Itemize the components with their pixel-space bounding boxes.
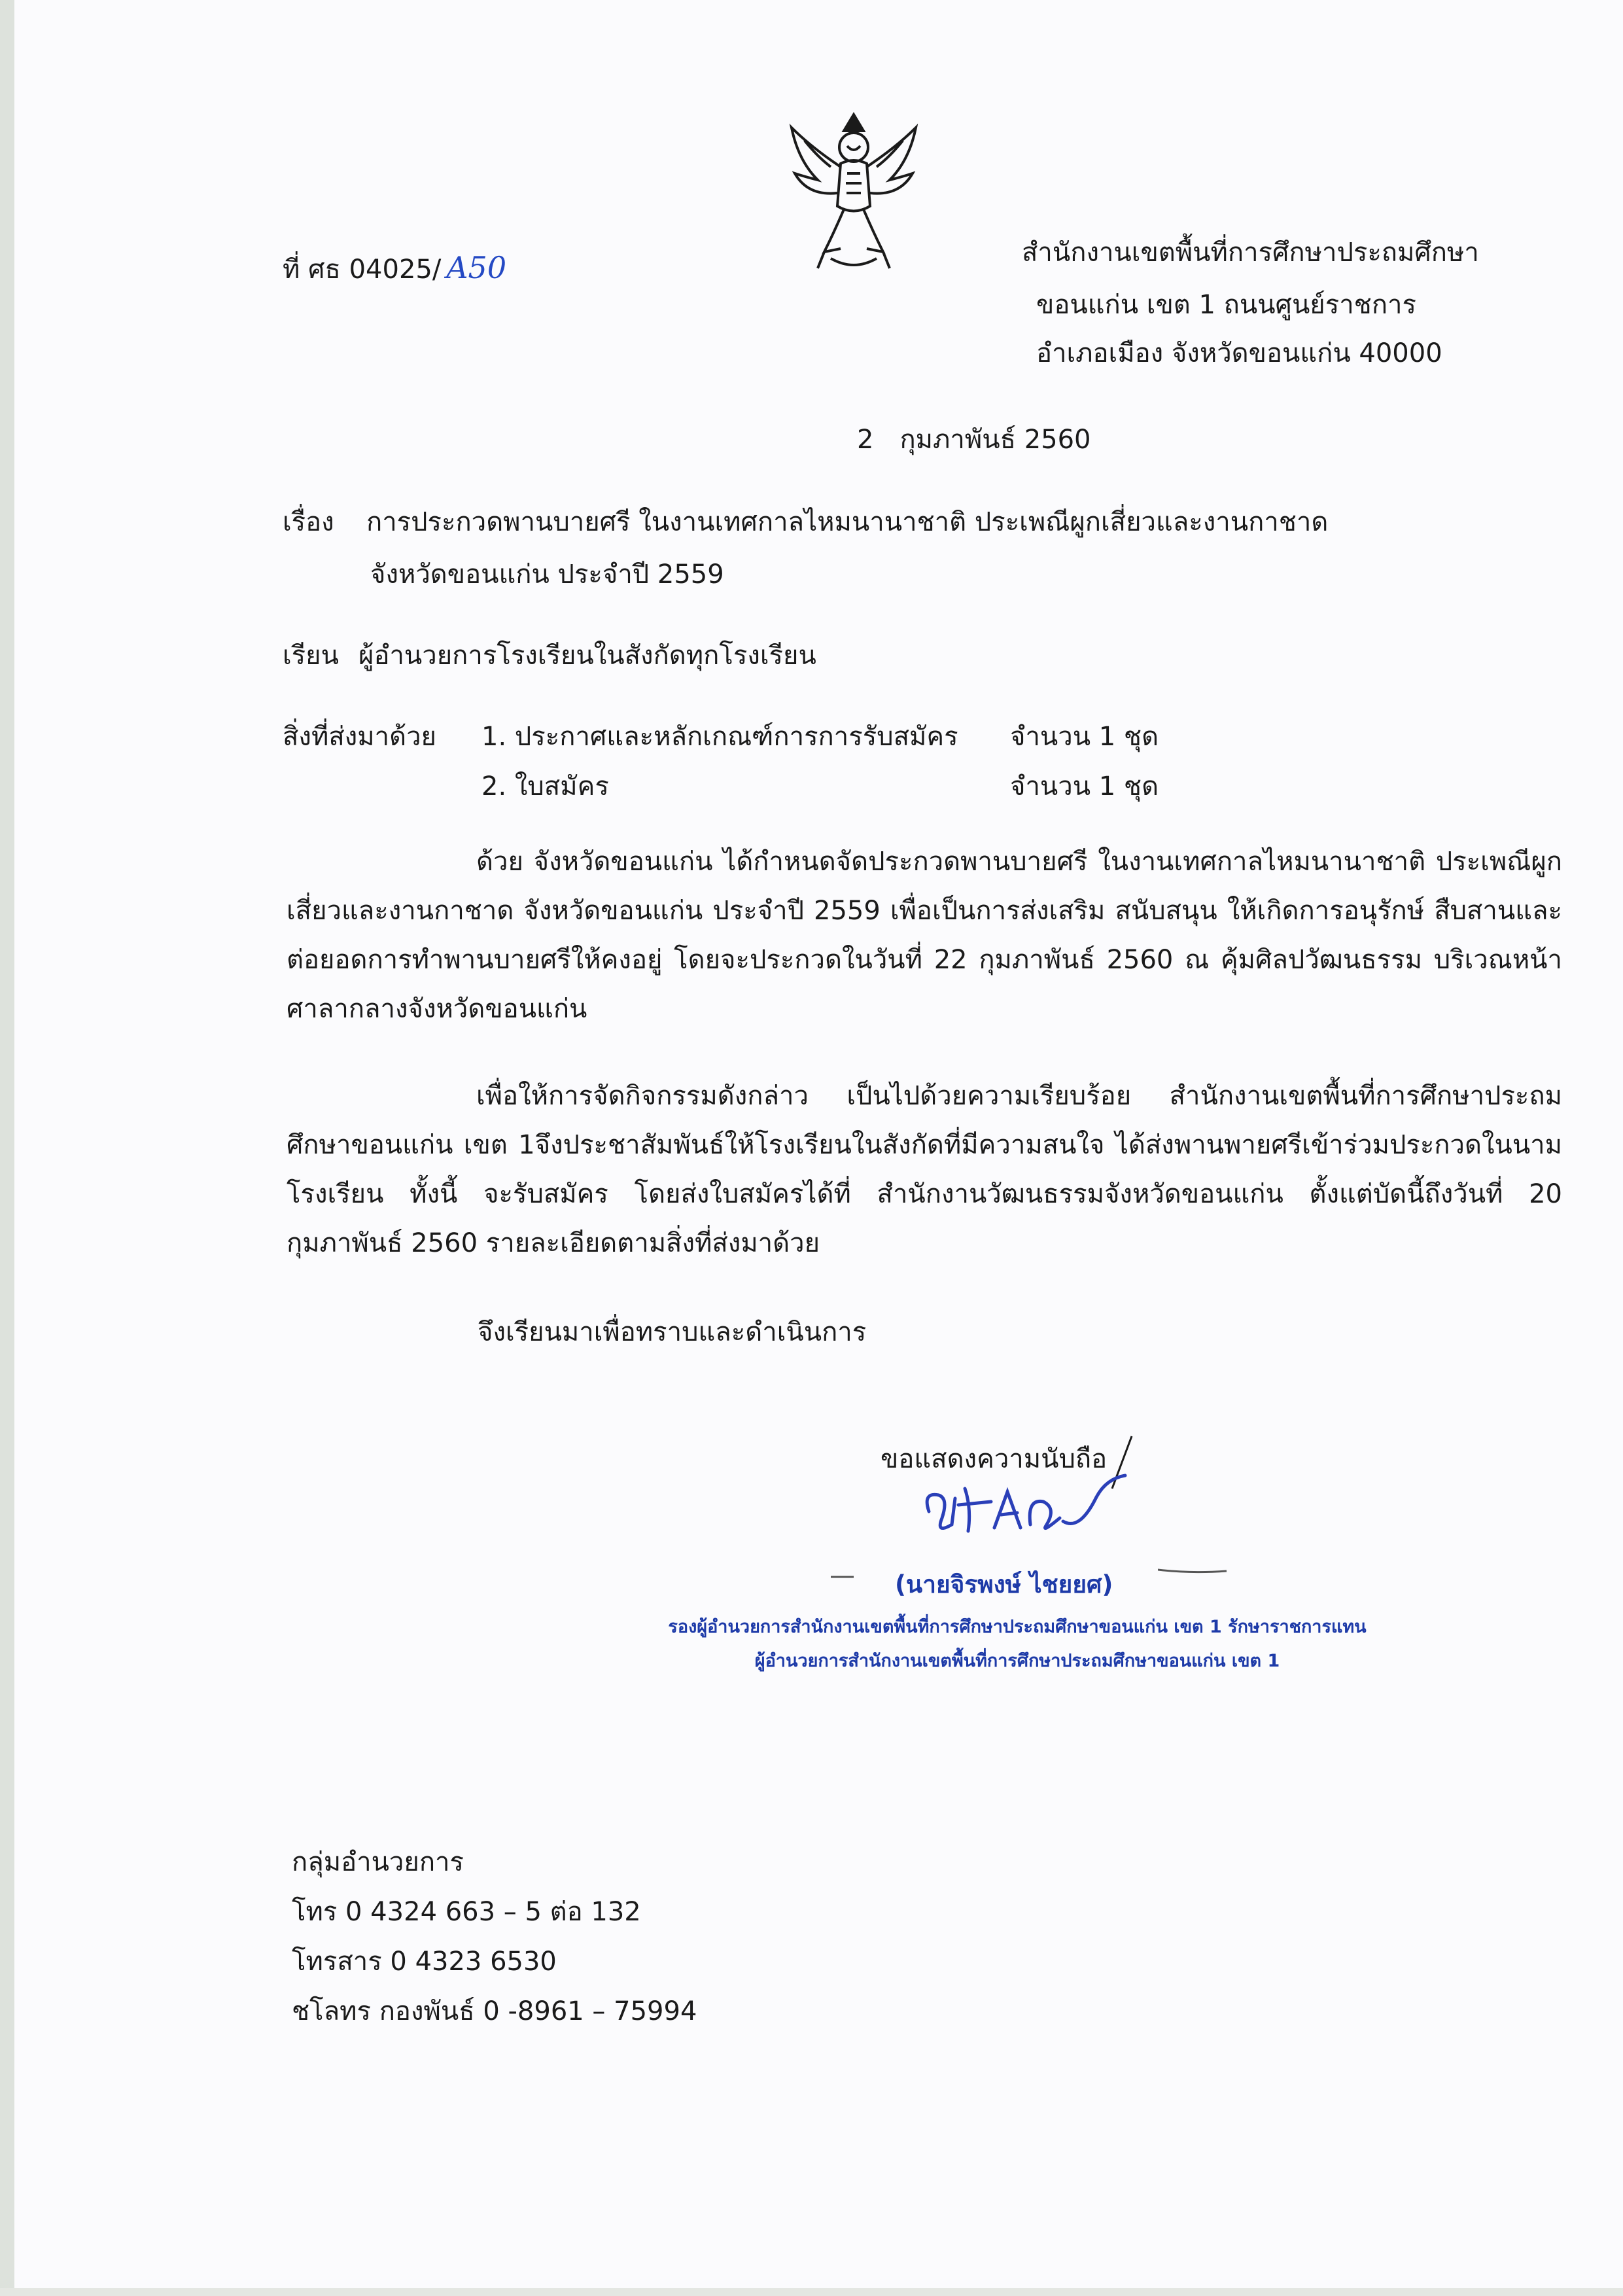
office-address-line-1: สำนักงานเขตพื้นที่การศึกษาประถมศึกษา (1022, 238, 1479, 268)
regards-text: ขอแสดงความนับถือ (881, 1444, 1108, 1474)
signature-dash-left (831, 1574, 857, 1580)
footer-phone: โทร 0 4324 663 – 5 ต่อ 132 (292, 1897, 641, 1927)
subject-label: เรื่อง (283, 507, 334, 537)
date-month-year: กุมภาพันธ์ 2560 (899, 425, 1091, 455)
garuda-emblem-icon (778, 101, 929, 281)
body-paragraph-1-text: ด้วย จังหวัดขอนแก่น ได้กำหนดจัดประกวดพานบายศรี ในงานเทศกาลไหมนานาชาติ ประเพณีผูกเสี่ยวและงานกาชาด จังหวัดขอนแก่น ประจำปี 2559 เพื่อเป็นการส่งเสริม สนับสนุน ให้เกิดการอนุรักษ์ สืบสานและต่อยอดการทำพานบายศรีให้คงอยู่ โดยจะประกวดในวันที่ 22 กุมภาพันธ์ 2560 ณ คุ้มศิลปวัฒนธรรม บริเวณหน้าศาลากลางจังหวัดขอนแก่น (287, 847, 1562, 1024)
recipient-text: ผู้อำนวยการโรงเรียนในสังกัดทุกโรงเรียน (358, 641, 816, 671)
letter-date (857, 427, 1091, 453)
office-address-line-2: ขอนแก่น เขต 1 ถนนศูนย์ราชการ (1036, 290, 1416, 320)
footer-contact-person: ชโลทร กองพันธ์ 0 -8961 – 75994 (292, 1996, 697, 2026)
reference-number (283, 250, 507, 285)
recipient-label: เรียน (283, 641, 339, 671)
body-paragraph-2 (287, 1072, 1562, 1268)
date-day: 2 (857, 425, 874, 455)
enclosure-item-1: 1. ประกาศและหลักเกณฑ์การการรับสมัคร (481, 722, 958, 752)
signatory-title-line-1: รองผู้อำนวยการสำนักงานเขตพื้นที่การศึกษาประถมศึกษาขอนแก่น เขต 1 รักษาราชการแทน (668, 1617, 1367, 1637)
handwritten-signature (916, 1472, 1138, 1551)
signatory-title-line-2: ผู้อำนวยการสำนักงานเขตพื้นที่การศึกษาประถมศึกษาขอนแก่น เขต 1 (754, 1651, 1280, 1671)
reference-prefix: ที่ ศธ 04025/ (283, 255, 442, 285)
subject-line-1: การประกวดพานบายศรี ในงานเทศกาลไหมนานาชาติ ประเพณีผูกเสี่ยวและงานกาชาด (366, 507, 1329, 537)
scan-edge-bottom (0, 2288, 1623, 2296)
reference-handwritten-number: A50 (446, 250, 507, 285)
footer-department: กลุ่มอำนวยการ (292, 1847, 464, 1877)
enclosure-item-2-qty: จำนวน 1 ชุด (1010, 771, 1159, 802)
body-paragraph-1 (287, 838, 1562, 1034)
subject-line-2: จังหวัดขอนแก่น ประจำปี 2559 (370, 559, 724, 590)
footer-fax: โทรสาร 0 4323 6530 (292, 1947, 557, 1977)
scan-edge-left (0, 0, 14, 2296)
closing-statement: จึงเรียนมาเพื่อทราบและดำเนินการ (478, 1317, 867, 1347)
signature-dash-right (1158, 1567, 1230, 1576)
body-paragraph-2-text: เพื่อให้การจัดกิจกรรมดังกล่าว เป็นไปด้วยความเรียบร้อย สำนักงานเขตพื้นที่การศึกษาประถมศึกษาขอนแก่น เขต 1จึงประชาสัมพันธ์ให้โรงเรียนในสังกัดที่มีความสนใจ ได้ส่งพานพายศรีเข้าร่วมประกวดในนามโรงเรียน ทั้งนี้ จะรับสมัคร โดยส่งใบสมัครได้ที่ สำนักงานวัฒนธรรมจังหวัดขอนแก่น ตั้งแต่บัดนี้ถึงวันที่ 20 กุมภาพันธ์ 2560 รายละเอียดตามสิ่งที่ส่งมาด้วย (287, 1081, 1562, 1258)
office-address-line-3: อำเภอเมือง จังหวัดขอนแก่น 40000 (1036, 338, 1442, 368)
signatory-name: (นายจิรพงษ์ ไชยยศ) (895, 1570, 1113, 1598)
enclosure-item-1-qty: จำนวน 1 ชุด (1010, 722, 1159, 752)
enclosures-label: สิ่งที่ส่งมาด้วย (283, 722, 436, 752)
enclosure-item-2: 2. ใบสมัคร (481, 771, 609, 802)
